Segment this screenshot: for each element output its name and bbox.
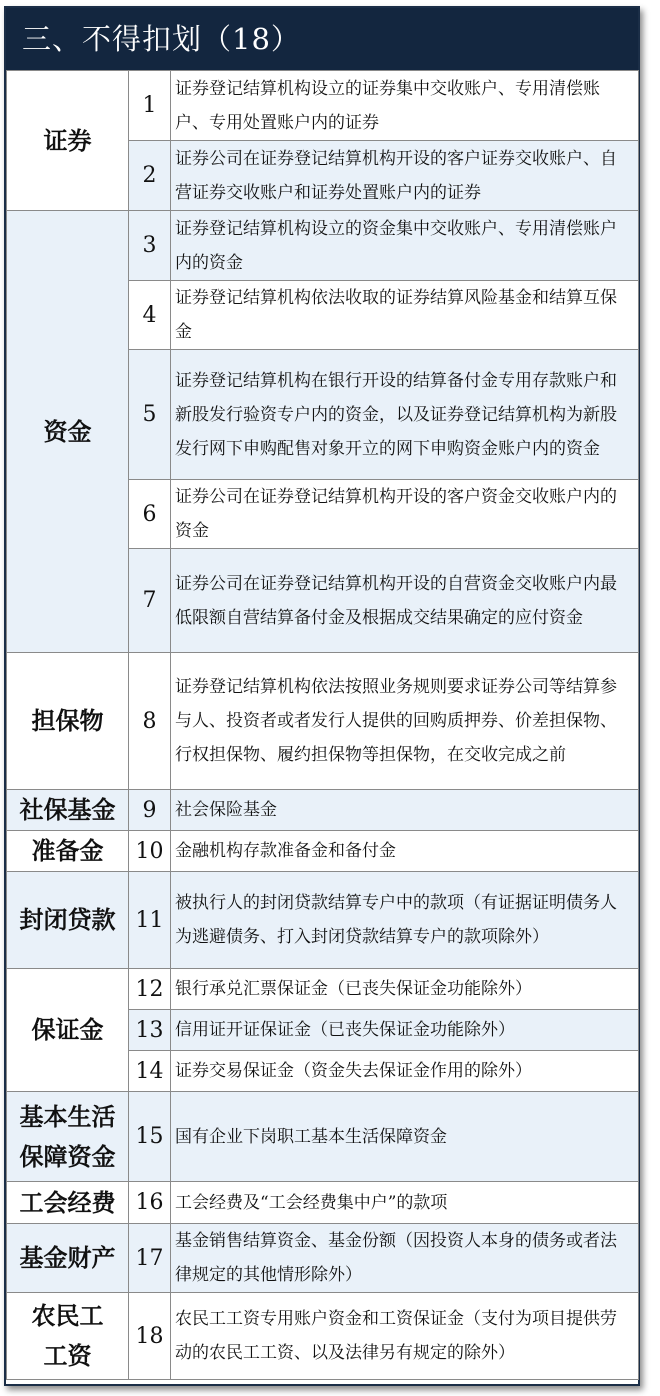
item-number: 12 [129, 969, 171, 1010]
table-row [7, 1092, 639, 1182]
table-row [7, 1224, 639, 1293]
item-description: 金融机构存款准备金和备付金 [171, 831, 639, 872]
item-number: 18 [129, 1293, 171, 1380]
restriction-table [6, 70, 639, 1380]
table-row [7, 1182, 639, 1224]
item-description: 被执行人的封闭贷款结算专户中的款项（有证据证明债务人为逃避债务、打入封闭贷款结算专户的款项除外） [171, 872, 639, 969]
item-number: 5 [129, 350, 171, 480]
item-number: 17 [129, 1224, 171, 1293]
item-description: 证券登记结算机构设立的证券集中交收账户、专用清偿账户、专用处置账户内的证券 [171, 71, 639, 141]
item-description: 工会经费及“工会经费集中户”的款项 [171, 1182, 639, 1224]
table-row [7, 653, 639, 790]
item-number: 3 [129, 211, 171, 281]
item-description: 证券登记结算机构依法收取的证券结算风险基金和结算互保金 [171, 281, 639, 350]
category-label: 工会经费 [19, 1187, 116, 1217]
table-row [7, 872, 639, 969]
category-label: 资金 [43, 416, 92, 446]
category-label: 工资 [43, 1341, 92, 1370]
item-description: 国有企业下岗职工基本生活保障资金 [171, 1092, 639, 1182]
category-label: 证券 [43, 125, 92, 155]
item-description: 农民工工资专用账户资金和工资保证金（支付为项目提供劳动的农民工工资、以及法律另有规定的除外） [171, 1293, 639, 1380]
item-number: 4 [129, 281, 171, 350]
item-number: 11 [129, 872, 171, 969]
item-number: 13 [129, 1010, 171, 1051]
category-label: 封闭贷款 [19, 905, 116, 934]
category-cell [7, 831, 129, 872]
category-label: 担保物 [31, 706, 104, 735]
item-description: 证券公司在证券登记结算机构开设的自营资金交收账户内最低限额自营结算备付金及根据成交结果确定的应付资金 [171, 549, 639, 653]
category-cell [7, 1293, 129, 1380]
item-description: 证券交易保证金（资金失去保证金作用的除外） [171, 1051, 639, 1092]
table-row [7, 969, 639, 1010]
item-description: 银行承兑汇票保证金（已丧失保证金功能除外） [171, 969, 639, 1010]
category-label: 基金财产 [19, 1243, 116, 1272]
item-description: 证券公司在证券登记结算机构开设的客户证券交收账户、自营证券交收账户和证券处置账户内的证券 [171, 141, 639, 211]
item-number: 1 [129, 71, 171, 141]
item-number: 8 [129, 653, 171, 790]
item-description: 证券登记结算机构在银行开设的结算备付金专用存款账户和新股发行验资专户内的资金，以及证券登记结算机构为新股发行网下申购配售对象开立的网下申购资金账户内的资金 [171, 350, 639, 480]
item-number: 10 [129, 831, 171, 872]
category-label: 保障资金 [19, 1141, 116, 1171]
item-description: 基金销售结算资金、基金份额（因投资人本身的债务或者法律规定的其他情形除外） [171, 1224, 639, 1293]
table-row [7, 211, 639, 281]
item-number: 14 [129, 1051, 171, 1092]
table-row [7, 1293, 639, 1380]
category-cell [7, 1092, 129, 1182]
category-label: 保证金 [31, 1015, 104, 1044]
item-description: 证券登记结算机构依法按照业务规则要求证券公司等结算参与人、投资者或者发行人提供的回购质押券、价差担保物、行权担保物、履约担保物等担保物，在交收完成之前 [171, 653, 639, 790]
category-cell [7, 211, 129, 653]
table-body [7, 71, 639, 1380]
item-number: 15 [129, 1092, 171, 1182]
category-label: 社保基金 [19, 795, 116, 824]
item-description: 证券登记结算机构设立的资金集中交收账户、专用清偿账户内的资金 [171, 211, 639, 281]
item-description: 社会保险基金 [171, 790, 639, 831]
item-number: 9 [129, 790, 171, 831]
category-cell [7, 790, 129, 831]
item-number: 16 [129, 1182, 171, 1224]
page-title: 三、不得扣划（18） [6, 8, 638, 70]
category-cell [7, 1224, 129, 1293]
category-cell [7, 71, 129, 211]
item-description: 证券公司在证券登记结算机构开设的客户资金交收账户内的资金 [171, 480, 639, 549]
table-row [7, 71, 639, 141]
category-label: 基本生活 [19, 1101, 116, 1131]
category-cell [7, 653, 129, 790]
table-row [7, 831, 639, 872]
category-label: 准备金 [31, 836, 104, 865]
category-cell [7, 969, 129, 1092]
item-description: 信用证开证保证金（已丧失保证金功能除外） [171, 1010, 639, 1051]
category-cell [7, 1182, 129, 1224]
category-label: 农民工 [31, 1301, 104, 1330]
item-number: 6 [129, 480, 171, 549]
category-cell [7, 872, 129, 969]
item-number: 2 [129, 141, 171, 211]
item-number: 7 [129, 549, 171, 653]
restriction-table-card [4, 6, 640, 1386]
table-row [7, 790, 639, 831]
